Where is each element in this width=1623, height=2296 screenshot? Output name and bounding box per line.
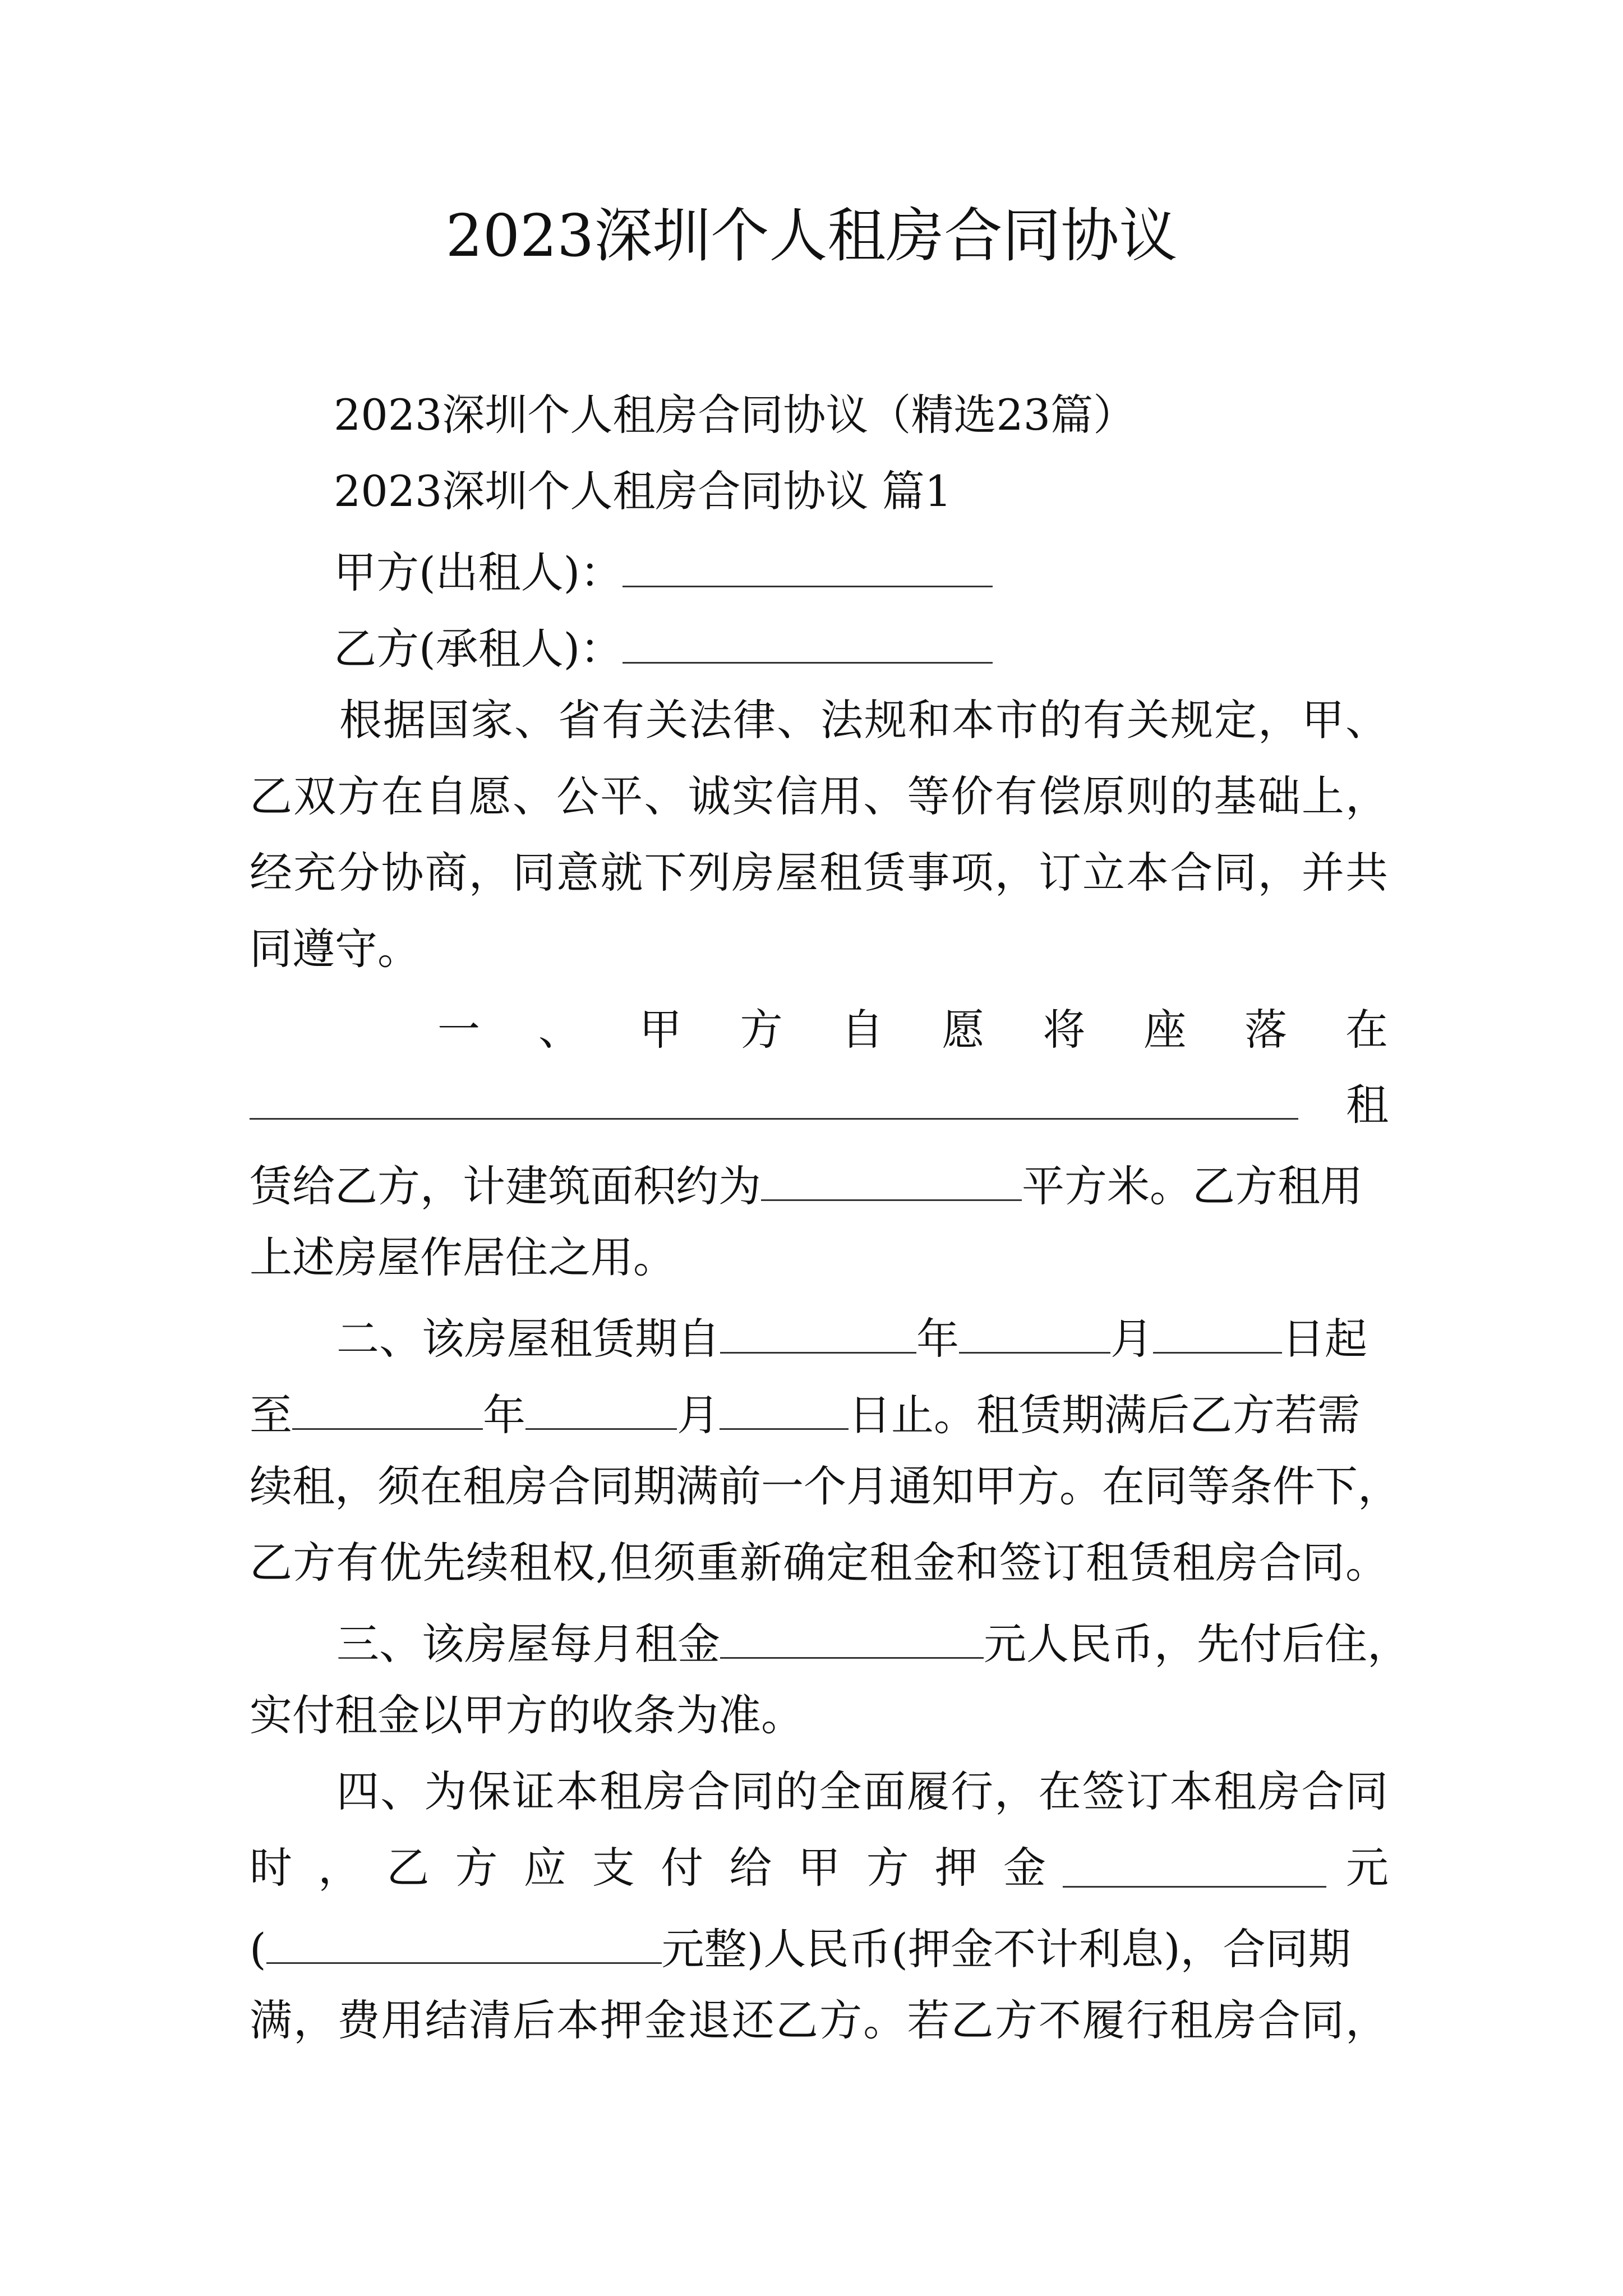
party-b-line (334, 616, 993, 677)
clause4-line-4: 满，费用结清后本押金退还乙方。若乙方不履行租房合同， (250, 1995, 1388, 2045)
start-day-blank (1153, 1306, 1282, 1354)
clause2-month-label: 月 (1110, 1314, 1153, 1364)
address-blank (250, 1118, 1298, 1120)
clause1-area-line (250, 1153, 1363, 1214)
area-blank (761, 1153, 1022, 1201)
end-month-blank (525, 1382, 677, 1430)
clause1-area-pre: 赁给乙方，计建筑面积约为 (250, 1161, 761, 1211)
clause3-line-2: 实付租金以甲方的收条为准。 (250, 1690, 804, 1740)
clause1-rent: 租 (1346, 1080, 1389, 1130)
clause2-end-month-label: 月 (677, 1390, 720, 1440)
end-day-blank (720, 1382, 849, 1430)
section-heading: 2023深圳个人租房合同协议 篇1 (334, 466, 952, 516)
clause4-line-2: 时，乙方应支付给甲方押金 (250, 1843, 1046, 1893)
clause2-day-to: 日止。租赁期满后乙方若需 (849, 1390, 1360, 1440)
start-year-blank (720, 1306, 916, 1354)
clause1-area-post: 平方米。乙方租用 (1022, 1161, 1363, 1211)
clause2-line-3: 续租，须在租房合同期满前一个月通知甲方。在同等条件下， (250, 1461, 1400, 1511)
intro-line-4: 同遵守。 (250, 924, 420, 974)
party-b-blank (623, 616, 993, 664)
end-year-blank (292, 1382, 483, 1430)
clause4-line-3 (250, 1916, 1351, 1977)
clause2-end-year-label: 年 (483, 1390, 525, 1440)
clause4-line-1: 四、为保证本租房合同的全面履行，在签订本租房合同 (336, 1766, 1388, 1816)
clause2-line-1 (336, 1306, 1367, 1367)
intro-line-1: 根据国家、省有关法律、法规和本市的有关规定，甲、 (339, 695, 1388, 745)
clause2-day-from: 日起 (1282, 1314, 1367, 1364)
clause2-to: 至 (250, 1390, 292, 1440)
clause4-yuan: 元 (1346, 1843, 1389, 1893)
document-title: 2023深圳个人租房合同协议 (445, 201, 1178, 270)
deposit-blank (1063, 1886, 1326, 1888)
clause4-line-3-post: 元整)人民币(押金不计利息)，合同期 (661, 1924, 1351, 1974)
clause1-lead: 一、甲方自愿将座落在 (437, 1005, 1388, 1055)
intro-line-2: 乙双方在自愿、公平、诚实信用、等价有偿原则的基础上， (250, 771, 1388, 821)
clause2-year-label: 年 (916, 1314, 959, 1364)
clause2-line-2 (250, 1382, 1360, 1443)
intro-line-3: 经充分协商，同意就下列房屋租赁事项，订立本合同，并共 (250, 848, 1388, 898)
clause2-start: 二、该房屋租赁期自 (336, 1314, 720, 1364)
deposit-words-blank (266, 1916, 662, 1964)
clause3-start: 三、该房屋每月租金 (336, 1619, 720, 1669)
start-month-blank (959, 1306, 1110, 1354)
document-subtitle: 2023深圳个人租房合同协议（精选23篇） (334, 390, 1136, 440)
clause1-use: 上述房屋作居住之用。 (250, 1232, 676, 1282)
party-b-label: 乙方(承租人)： (334, 624, 623, 674)
clause2-line-4: 乙方有优先续租权,但须重新确定租金和签订租赁租房合同。 (250, 1538, 1388, 1588)
clause3-post: 元人民币，先付后住， (984, 1619, 1410, 1669)
party-a-label: 甲方(出租人)： (334, 547, 623, 597)
party-a-line (334, 540, 993, 601)
clause4-paren: ( (250, 1924, 266, 1974)
clause3-line-1 (336, 1611, 1410, 1672)
rent-blank (720, 1611, 984, 1659)
party-a-blank (623, 540, 993, 587)
